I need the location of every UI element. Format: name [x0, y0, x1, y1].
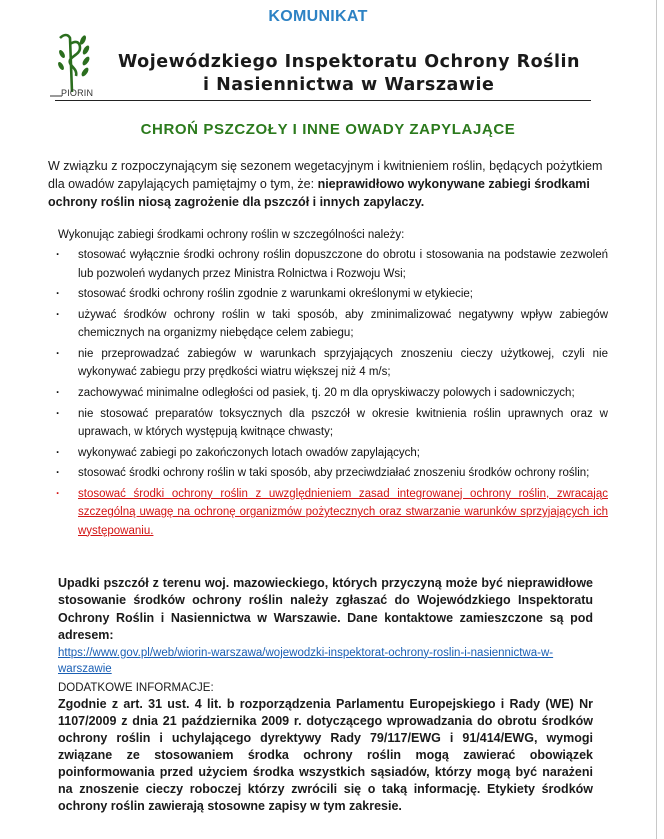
- list-title: Wykonując zabiegi środkami ochrony roślin w szczególności należy:: [58, 229, 405, 241]
- reporting-text: Upadki pszczół z terenu woj. mazowieckiego, których przyczyną może być nieprawidłowe stosowanie środków ochrony roślin należy zgłaszać do Wojewódzkiego Inspektoratu Ochrony Roślin i Nasiennictwa w Warszawie. Dane kontaktowe zamieszczone są pod adresem:: [58, 576, 593, 643]
- bullet-list: [48, 246, 608, 540]
- list-item: · wykonywać zabiegi po zakończonych lotach owadów zapylających;: [48, 444, 608, 462]
- list-item: · stosować środki ochrony roślin zgodnie z warunkami określonymi w etykiecie;: [48, 285, 608, 303]
- recommendations-list: [48, 226, 608, 542]
- list-item: · stosować środki ochrony roślin w taki sposób, aby przeciwdziałać znoszeniu środków ochrony roślin;: [48, 464, 608, 482]
- intro-bold-text: nieprawidłowo wykonywane zabiegi środkami ochrony roślin niosą zagrożenie dla pszczół i innych zapylaczy.: [48, 177, 590, 209]
- institution-name-line2: i Nasiennictwa w Warszawie: [203, 75, 495, 95]
- intro-paragraph: [48, 157, 608, 211]
- header: [0, 0, 656, 106]
- logo-text: PIORIN: [61, 88, 94, 98]
- page-edge: [656, 0, 657, 839]
- list-item: · nie przeprowadzać zabiegów w warunkach sprzyjających znoszeniu cieczy użytkowej, czyli nie wykonywać zabiegu przy prędkości wiatru większej niż 4 m/s;: [48, 345, 608, 382]
- additional-info-title: DODATKOWE INFORMACJE:: [58, 682, 214, 694]
- list-item: · zachowywać minimalne odległości od pasiek, tj. 20 m dla opryskiwaczy polowych i sadowniczych;: [48, 384, 608, 402]
- additional-info: [58, 680, 593, 815]
- reporting-paragraph: [58, 575, 593, 678]
- list-item: · stosować wyłącznie środki ochrony roślin dopuszczone do obrotu i stosowania na podstawie zezwoleń lub pozwoleń wydanych przez Ministra Rolnictwa i Rozwoju Wsi;: [48, 246, 608, 283]
- header-divider: [55, 100, 591, 101]
- contact-link[interactable]: https://www.gov.pl/web/wiorin-warszawa/wojewodzki-inspektorat-ochrony-roslin-i-nasiennictwa-w-warszawie: [58, 646, 554, 676]
- list-item: · nie stosować preparatów toksycznych dla pszczół w okresie kwitnienia roślin uprawnych oraz w uprawach, w których występują kwitnące chwasty;: [48, 405, 608, 442]
- page-title: CHROŃ PSZCZOŁY I INNE OWADY ZAPYLAJĄCE: [140, 121, 516, 138]
- komunikat-heading: KOMUNIKAT: [268, 8, 368, 25]
- intro-normal-text: W związku z rozpoczynającym się sezonem wegetacyjnym i kwitnieniem roślin, będących pożytkiem dla owadów zapylających pamiętajmy o tym, że:: [48, 159, 603, 191]
- additional-info-text: Zgodnie z art. 31 ust. 4 lit. b rozporządzenia Parlamentu Europejskiego i Rady (WE) Nr 1107/2009 z dnia 21 października 2009 r. dotyczącego wprowadzania do obrotu środków ochrony roślin i uchylającego dyrektywy Rady 79/117/EWG i 91/414/EWG, wymogi związane ze stosowaniem środka ochrony roślin mogą zawierać obowiązek poinformowania przed użyciem środka wszystkich sąsiadów, którzy mogą być narażeni na znoszenie cieczy roboczej którzy zwrócili się o taką informację. Etykiety środków ochrony roślin zawierają stosowne zapisy w tym zakresie.: [58, 697, 593, 813]
- list-item-highlighted: · stosować środki ochrony roślin z uwzględnieniem zasad integrowanej ochrony roślin, zwracając szczególną uwagę na ochronę organizmów pożytecznych oraz stwarzanie warunków sprzyjających ich występowaniu.: [48, 485, 608, 540]
- institution-name-line1: Wojewódzkiego Inspektoratu Ochrony Roślin: [118, 52, 580, 72]
- list-item: · używać środków ochrony roślin w taki sposób, aby zminimalizować negatywny wpływ zabiegów chemicznych na organizmy niebędące celem zabiegu;: [48, 306, 608, 343]
